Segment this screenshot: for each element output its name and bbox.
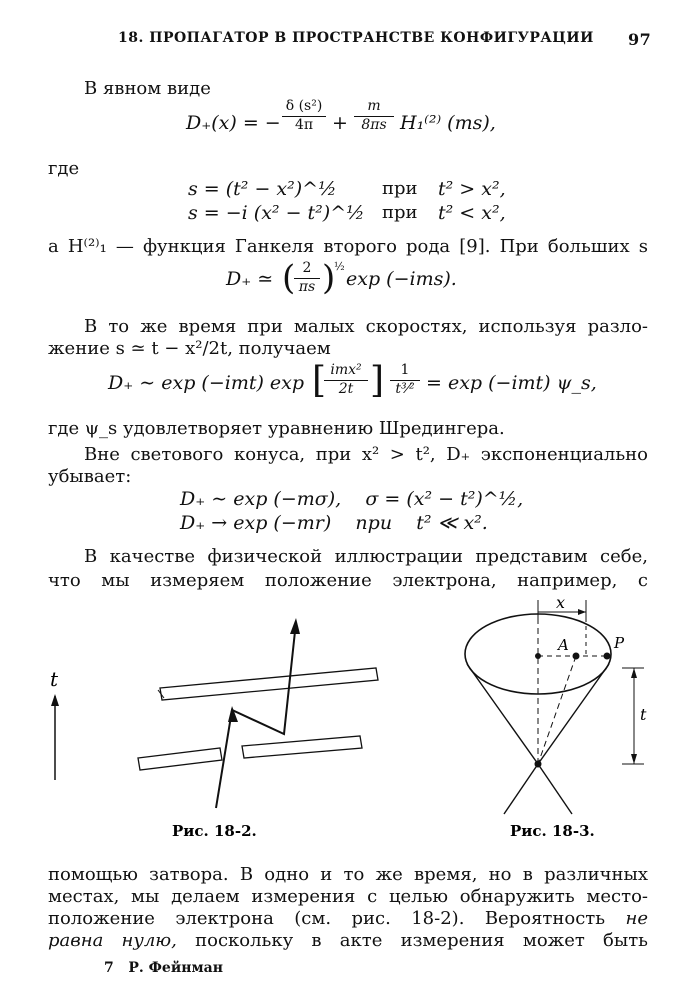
eq2-rel2: t² < x², [438, 202, 506, 224]
figure-18-3 [452, 592, 672, 840]
eq4-rhs: = exp (−imt) ψ_s, [426, 372, 597, 394]
eq4-bracket-left: [ [312, 360, 327, 401]
eq2-rel1: t² > x², [438, 178, 506, 200]
figure-18-2-drawing [40, 610, 380, 840]
fig3-cone-side-right [538, 664, 609, 764]
fig2-caption: Рис. 18-2. [172, 822, 257, 840]
paragraph-shutter-4-text: поскольку в акте измерения может быть [195, 930, 648, 951]
equation-s-line1 [188, 178, 518, 202]
fig3-label-p: P [614, 634, 625, 652]
eq4-frac-num: imx² [330, 362, 362, 378]
paragraph-shutter-4 [48, 930, 648, 951]
fig3-cone-side-left [467, 664, 538, 764]
paragraph-shutter-1: помощью затвора. В одно и то же время, но в различных [48, 864, 648, 885]
fig3-t-arrow-top [631, 668, 637, 678]
paragraph-shutter-3 [48, 908, 648, 929]
fig3-x-arrow [578, 609, 586, 615]
eq4-lhs: D₊ ∼ exp (−imt) exp [108, 372, 305, 394]
eq3-frac-den: πs [298, 279, 316, 295]
fig2-lower-barrier-left [138, 748, 222, 770]
fig3-label-t: t [640, 705, 647, 724]
eq3-frac-num: 2 [302, 260, 312, 276]
paragraph-lead-explicit: В явном виде [84, 78, 211, 99]
fig2-axis-label: t [50, 667, 59, 691]
paragraph-shutter-4-emphasis: равна нулю, [48, 930, 177, 951]
eq4-frac2-den: t³⁄² [395, 381, 415, 397]
eq1-rhs: H₁⁽²⁾ (ms), [400, 112, 496, 134]
fig3-label-a: A [558, 636, 569, 654]
fig3-t-arrow-bottom [631, 754, 637, 764]
eq1-lhs: D₊(x) = − [186, 112, 281, 134]
equation-s-line2 [188, 202, 518, 226]
paragraph-shutter-3-emphasis: не [625, 908, 648, 929]
fig3-point-a [573, 653, 580, 660]
fig3-apex-point [535, 761, 542, 768]
page-number: 97 [628, 30, 652, 49]
eq4-bracket-right: ] [370, 360, 385, 401]
eq4-frac2 [390, 362, 420, 397]
paragraph-shutter-3-text: положение электрона (см. рис. 18-2). Вероятность [48, 908, 606, 929]
eq4-frac2-num: 1 [400, 362, 410, 378]
eq2-line2: s = −i (x² − t²)^½ [188, 202, 365, 224]
eq3-rhs: exp (−ims). [346, 268, 457, 290]
footer-signature: 7 Р. Фейнман [104, 960, 223, 976]
eq3-lhs: D₊ ≃ [226, 268, 274, 290]
fig2-path-arrow-mid [228, 706, 238, 722]
fig2-electron-path [216, 622, 296, 808]
eq3-paren-left: ( [282, 258, 296, 298]
eq3-frac [294, 260, 320, 295]
fig2-path-arrow-top [290, 618, 300, 634]
fig3-point-a-line [538, 656, 576, 764]
paragraph-small-velocity-2: жение s ≃ t − x²/2t, получаем [48, 338, 331, 359]
eq1-plus: + [332, 112, 348, 134]
paragraph-hankel: а H⁽²⁾₁ — функция Ганкеля второго рода [9]. При больших s [48, 236, 648, 257]
eq1-frac2-num: m [367, 98, 381, 114]
paragraph-small-velocity-1: В то же время при малых скоростях, используя разло- [84, 316, 648, 337]
paragraph-shutter-2: местах, мы делаем измерения с целью обнаружить место- [48, 886, 648, 907]
eq4-frac [324, 362, 368, 397]
running-header: 18. ПРОПАГАТОР В ПРОСТРАНСТВЕ КОНФИГУРАЦИИ [118, 30, 594, 46]
fig3-label-x: x [556, 593, 566, 612]
eq1-frac2-den: 8πs [361, 117, 387, 133]
eq1-frac2 [354, 98, 394, 133]
fig2-axis-arrow [51, 694, 59, 706]
figure-18-3-drawing [452, 592, 672, 840]
fig3-point-p [604, 653, 611, 660]
eq1-frac1 [282, 98, 326, 133]
fig2-upper-barrier [160, 668, 378, 700]
fig3-caption: Рис. 18-3. [510, 822, 595, 840]
equation-decay-line1: D₊ ∼ exp (−mσ), σ = (x² − t²)^½, [180, 488, 524, 510]
eq1-frac1-den: 4π [294, 117, 314, 133]
fig3-center-point [535, 653, 541, 659]
eq2-line1: s = (t² − x²)^½ [188, 178, 337, 200]
fig2-lower-barrier-right [242, 736, 362, 758]
eq3-paren-right: ) [322, 258, 336, 298]
eq4-frac-den: 2t [338, 381, 354, 397]
fig3-lower-cone-left [504, 764, 538, 814]
paragraph-schrodinger: где ψ_s удовлетворяет уравнению Шредингера. [48, 418, 505, 439]
paragraph-outside-cone-2: убывает: [48, 466, 132, 487]
paragraph-outside-cone-1: Вне светового конуса, при x² > t², D₊ экспоненциально [84, 444, 648, 465]
fig3-lower-cone-right [538, 764, 572, 814]
paragraph-illustration-1: В качестве физической иллюстрации представим себе, [84, 546, 648, 567]
paragraph-illustration-2: что мы измеряем положение электрона, например, с [48, 570, 648, 591]
eq1-frac1-num: δ (s²) [285, 98, 323, 114]
equation-asymptotic [226, 258, 486, 302]
eq2-cond1: при [382, 178, 418, 199]
paragraph-where-1: где [48, 158, 80, 179]
figure-18-2 [40, 610, 380, 840]
eq2-cond2: при [382, 202, 418, 223]
equation-decay-line2: D₊ → exp (−mr) при t² ≪ x². [180, 512, 488, 534]
eq3-power: ½ [334, 260, 345, 273]
equation-nonrelativistic [108, 360, 598, 406]
